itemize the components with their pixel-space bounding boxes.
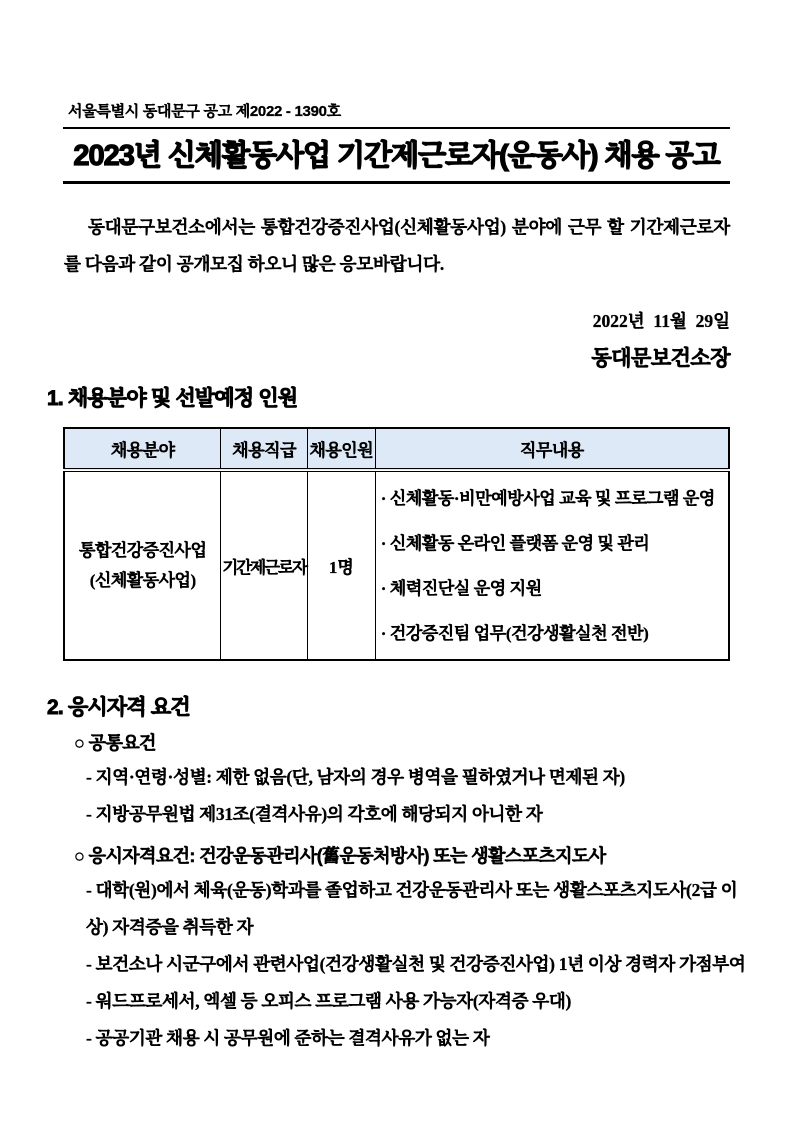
cell-headcount: 1명 [307, 470, 375, 660]
cell-recruit-field [64, 470, 221, 660]
table-header-row [64, 428, 729, 470]
section-1-heading: 1. 채용분야 및 선발예정 인원 [47, 387, 298, 410]
common-requirement-item: - 지역·연령·성별: 제한 없음(단, 남자의 경우 병역을 필하였거나 면제된 자) [86, 767, 625, 787]
header-rule-bottom [63, 181, 730, 184]
qualification-requirement-item: - 공공기관 채용 시 공무원에 준하는 결격사유가 없는 자 [86, 1028, 490, 1048]
duty-item: · 신체활동 온라인 플랫폼 운영 및 관리 [380, 533, 650, 553]
signer-name: 동대문보건소장 [591, 346, 730, 370]
intro-paragraph: 동대문구보건소에서는 통합건강증진사업(신체활동사업) 분야에 근무 할 기간제근로자를 다음과 같이 공개모집 하오니 많은 응모바랍니다. [64, 217, 730, 274]
recruitment-table [63, 427, 730, 661]
date-line: 2022년 11월 29일 [592, 311, 730, 331]
common-requirement-item: - 지방공무원법 제31조(결격사유)의 각호에 해당되지 아니한 자 [86, 804, 543, 824]
document-content [0, 103, 793, 1057]
recruit-field-line-1: 통합건강증진사업 [79, 540, 207, 560]
col-header-recruit-field: 채용분야 [64, 428, 221, 470]
header-rule-top [63, 127, 730, 129]
cell-duties [375, 470, 729, 660]
col-header-headcount: 채용인원 [307, 428, 375, 470]
notice-number: 서울특별시 동대문구 공고 제2022 - 1390호 [68, 103, 341, 120]
common-requirements-label: ○ 공통요건 [74, 733, 156, 753]
qualification-requirements-list [86, 872, 750, 1057]
duty-item: · 신체활동·비만예방사업 교육 및 프로그램 운영 [380, 488, 715, 508]
col-header-duties: 직무내용 [375, 428, 729, 470]
qualification-requirement-item: - 보건소나 시군구에서 관련사업(건강생활실천 및 건강증진사업) 1년 이상 경력자 가점부여 [86, 954, 746, 974]
qualification-requirements-label: ○ 응시자격요건: 건강운동관리사(舊운동처방사) 또는 생활스포츠지도사 [74, 846, 606, 866]
document-title: 2023년 신체활동사업 기간제근로자(운동사) 채용 공고 [73, 140, 720, 172]
cell-job-grade: 기간제근로자 [221, 470, 307, 660]
duty-item: · 체력진단실 운영 지원 [380, 578, 542, 598]
qualification-requirement-item: - 워드프로세서, 엑셀 등 오피스 프로그램 사용 가능자(자격증 우대) [86, 991, 571, 1011]
qualification-requirement-item: - 대학(원)에서 체육(운동)학과를 졸업하고 건강운동관리사 또는 생활스포츠지도사(2급 이상) 자격증을 취득한 자 [86, 880, 738, 937]
recruit-field-line-2: (신체활동사업) [89, 570, 196, 590]
table-data-row [64, 470, 729, 660]
section-2-heading: 2. 응시자격 요건 [47, 696, 190, 719]
col-header-job-grade: 채용직급 [221, 428, 307, 470]
common-requirements-list [86, 759, 750, 833]
duty-item: · 건강증진팀 업무(건강생활실천 전반) [380, 623, 649, 643]
